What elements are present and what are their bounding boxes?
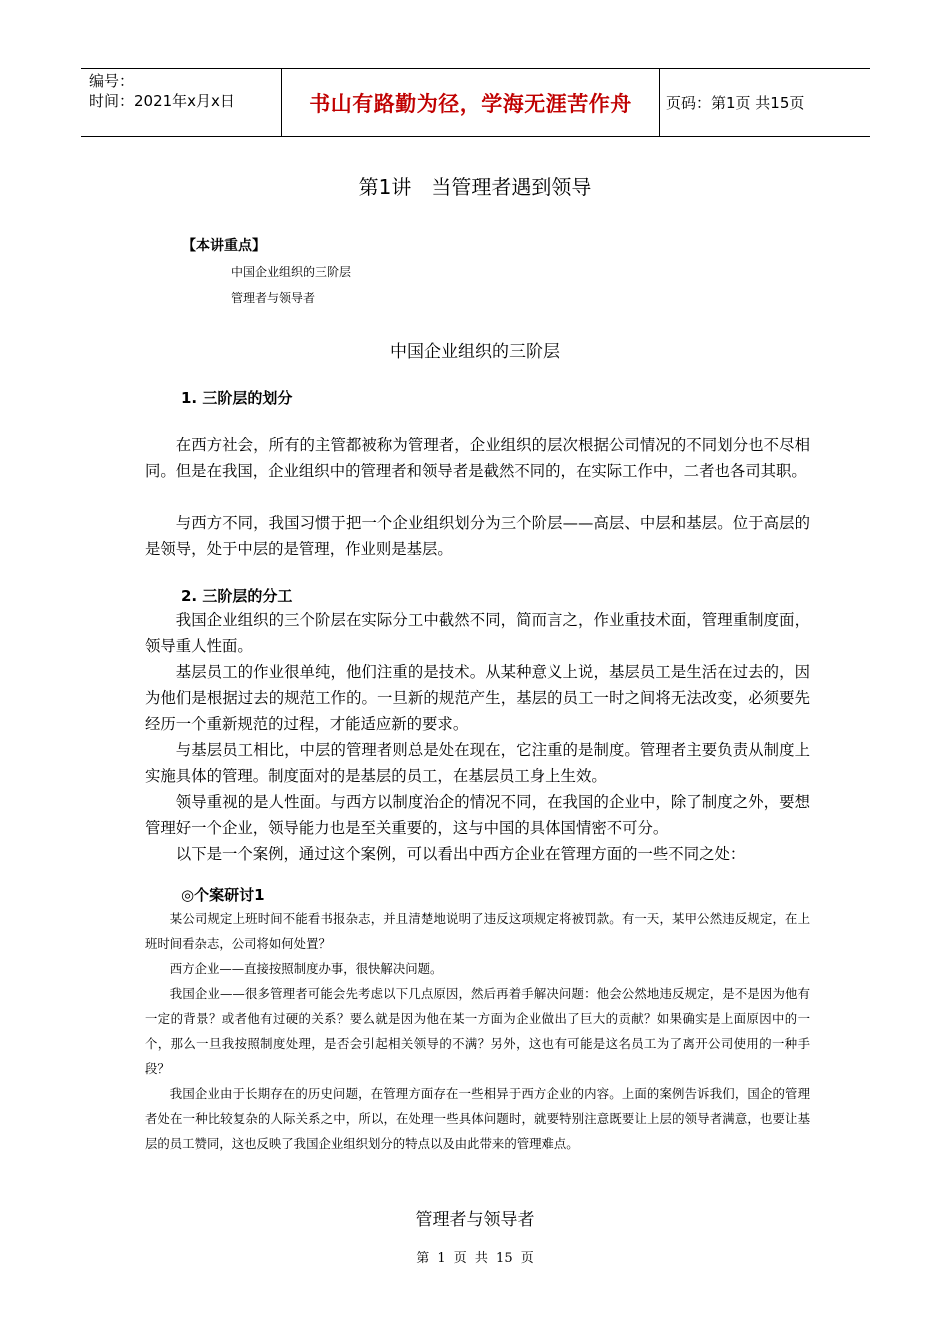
- case-study-heading: ◎个案研讨1: [181, 886, 265, 904]
- key-point-item: 管理者与领导者: [231, 291, 316, 305]
- page-footer: 第 1 页 共 15 页: [416, 1251, 534, 1266]
- paragraph: 领导重视的是人性面。与西方以制度治企的情况不同，在我国的企业中，除了制度之外，要想管理好一个企业，领导能力也是至关重要的，这与中国的具体国情密不可分。: [145, 793, 810, 837]
- key-point-item: 中国企业组织的三阶层: [231, 265, 352, 279]
- case-paragraph: 我国企业由于长期存在的历史问题，在管理方面存在一些相异于西方企业的内容。上面的案例告诉我们，国企的管理者处在一种比较复杂的人际关系之中，所以，在处理一些具体问题时，就要特别注意既要让上层的领导者满意，也要让基层的员工赞同，这也反映了我国企业组织划分的特点以及由此带来的管理难点。: [145, 1086, 810, 1151]
- header-motto-cell: [282, 69, 660, 136]
- case-paragraph: 西方企业——直接按照制度办事，很快解决问题。: [169, 961, 443, 976]
- header-page-label: 页码：第1页 共15页: [666, 94, 805, 112]
- subsection-heading-division: 1. 三阶层的划分: [181, 389, 293, 407]
- document-number-label: 编号：: [89, 72, 135, 90]
- section-heading-three-tiers: 中国企业组织的三阶层: [390, 342, 560, 362]
- subsection-heading-roles: 2. 三阶层的分工: [181, 587, 293, 605]
- paragraph: 以下是一个案例，通过这个案例，可以看出中西方企业在管理方面的一些不同之处：: [175, 845, 746, 863]
- paragraph: 基层员工的作业很单纯，他们注重的是技术。从某种意义上说，基层员工是生活在过去的，因为他们是根据过去的规范工作的。一旦新的规范产生，基层的员工一时之间将无法改变，必须要先经历一个重新规范的过程，才能适应新的要求。: [145, 663, 810, 733]
- paragraph: 与西方不同，我国习惯于把一个企业组织划分为三个阶层——高层、中层和基层。位于高层的是领导，处于中层的是管理，作业则是基层。: [145, 514, 810, 558]
- paragraph: 在西方社会，所有的主管都被称为管理者，企业组织的层次根据公司情况的不同划分也不尽相同。但是在我国，企业组织中的管理者和领导者是截然不同的，在实际工作中，二者也各司其职。: [145, 436, 810, 480]
- case-paragraph: 某公司规定上班时间不能看书报杂志，并且清楚地说明了违反这项规定将被罚款。有一天，某甲公然违反规定，在上班时间看杂志，公司将如何处置？: [145, 911, 810, 951]
- header-motto: 书山有路勤为径，学海无涯苦作舟: [309, 91, 632, 116]
- key-points-heading: 【本讲重点】: [182, 238, 266, 254]
- header-page-info: [660, 69, 870, 136]
- document-time-label: 时间：2021年x月x日: [89, 92, 235, 110]
- lecture-title: 第1讲 当管理者遇到领导: [358, 175, 592, 199]
- section-heading-managers-leaders: 管理者与领导者: [415, 1210, 535, 1230]
- case-paragraph: 我国企业——很多管理者可能会先考虑以下几点原因，然后再着手解决问题：他会公然地违反规定，是不是因为他有一定的背景？或者他有过硬的关系？要么就是因为他在某一方面为企业做出了巨大的贡献？如果确实是上面原因中的一个，那么一旦我按照制度处理，是否会引起相关领导的不满？另外，这也有可能是这名员工为了离开公司使用的一种手段？: [145, 986, 810, 1076]
- header-meta: [81, 69, 282, 136]
- page-header: [81, 68, 870, 137]
- paragraph: 与基层员工相比，中层的管理者则总是处在现在，它注重的是制度。管理者主要负责从制度上实施具体的管理。制度面对的是基层的员工，在基层员工身上生效。: [145, 741, 810, 785]
- paragraph: 我国企业组织的三个阶层在实际分工中截然不同，简而言之，作业重技术面，管理重制度面，领导重人性面。: [145, 611, 810, 655]
